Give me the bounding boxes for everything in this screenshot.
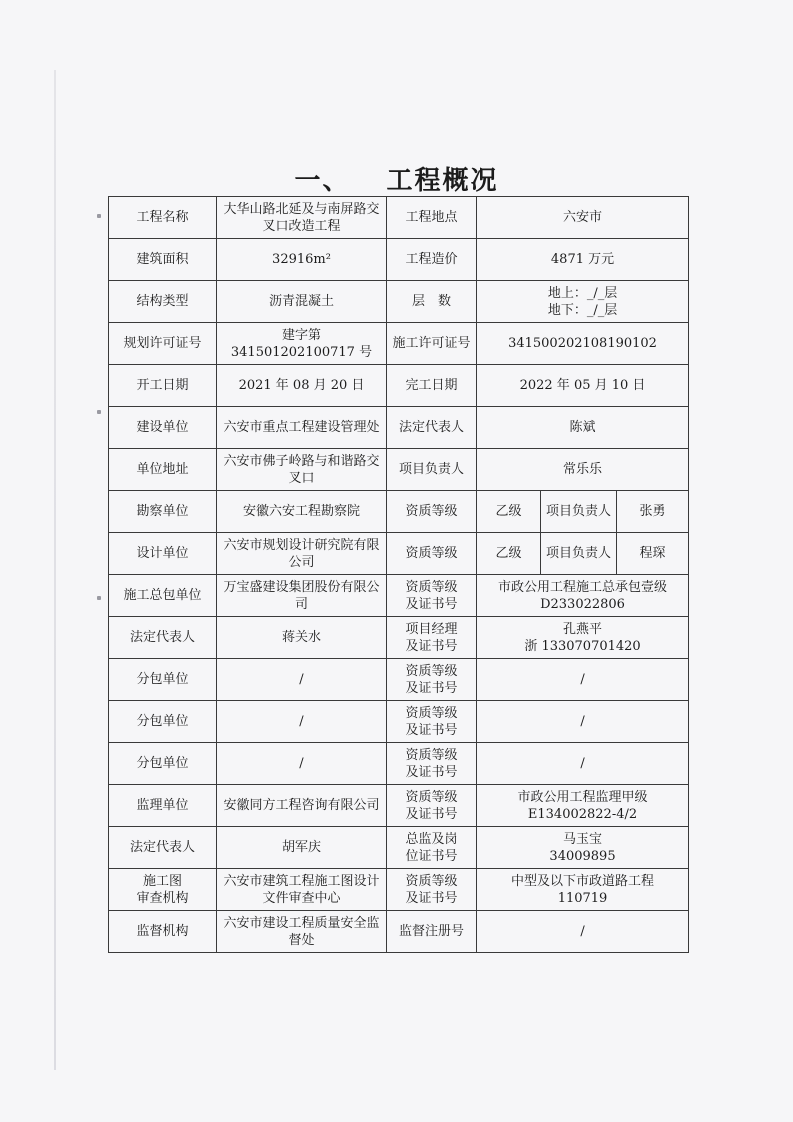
field-label: 资质等级 [387,533,477,575]
project-manager-value: 孔燕平 浙 133070701420 [477,617,689,659]
survey-unit-value: 安徽六安工程勘察院 [217,491,387,533]
qualification-grade: 乙级 [477,533,541,575]
design-unit-value: 六安市规划设计研究院有限公司 [217,533,387,575]
table-row [109,701,689,743]
survey-manager-value: 张勇 [617,491,689,533]
field-label: 分包单位 [109,659,217,701]
supervisory-agency-value: 六安市建设工程质量安全监督处 [217,911,387,953]
field-label: 施工总包单位 [109,575,217,617]
field-label: 法定代表人 [109,617,217,659]
title-number: 一、 [294,166,351,196]
field-label: 建筑面积 [109,239,217,281]
building-area-value: 32916m² [217,239,387,281]
builder-unit-value: 六安市重点工程建设管理处 [217,407,387,449]
table-row [109,743,689,785]
table-row [109,911,689,953]
field-label: 工程地点 [387,197,477,239]
field-label: 工程名称 [109,197,217,239]
contractor-qualification-value: 市政公用工程施工总承包壹级 D233022806 [477,575,689,617]
field-label: 建设单位 [109,407,217,449]
floors-below: 地下：_/_层 [547,302,618,318]
project-name-value: 大华山路北延及与南屏路交叉口改造工程 [217,197,387,239]
table-row [109,785,689,827]
subcontractor-value: / [217,743,387,785]
table-row [109,239,689,281]
field-label: 结构类型 [109,281,217,323]
general-contractor-value: 万宝盛建设集团股份有限公司 [217,575,387,617]
table-row [109,533,689,575]
table-row [109,449,689,491]
field-label: 工程造价 [387,239,477,281]
contractor-legal-rep-value: 蒋关水 [217,617,387,659]
field-label: 施工图 审查机构 [109,869,217,911]
floors-above: 地上：_/_层 [547,285,618,301]
table-row [109,281,689,323]
field-label: 资质等级 及证书号 [387,575,477,617]
field-label: 法定代表人 [109,827,217,869]
drawing-review-agency-value: 六安市建筑工程施工图设计文件审查中心 [217,869,387,911]
project-leader-value: 常乐乐 [477,449,689,491]
chief-supervisor-value: 马玉宝 34009895 [477,827,689,869]
supervision-qualification-value: 市政公用工程监理甲级 E134002822-4/2 [477,785,689,827]
field-label: 监督注册号 [387,911,477,953]
field-label: 单位地址 [109,449,217,491]
table-row [109,869,689,911]
field-label: 分包单位 [109,743,217,785]
table-row [109,323,689,365]
field-label: 层 数 [387,281,477,323]
field-label: 完工日期 [387,365,477,407]
project-overview-table [108,196,689,953]
table-row [109,365,689,407]
project-cost-value: 4871 万元 [477,239,689,281]
table-row [109,617,689,659]
field-label: 监督机构 [109,911,217,953]
floors-value [477,281,689,323]
scan-speck [97,596,101,600]
field-label: 资质等级 及证书号 [387,659,477,701]
legal-rep-value: 陈斌 [477,407,689,449]
supervision-legal-rep-value: 胡军庆 [217,827,387,869]
field-label: 项目负责人 [541,533,617,575]
table-row [109,827,689,869]
field-label: 项目经理 及证书号 [387,617,477,659]
start-date-value: 2021 年 08 月 20 日 [217,365,387,407]
design-manager-value: 程琛 [617,533,689,575]
field-label: 资质等级 及证书号 [387,869,477,911]
field-label: 项目负责人 [387,449,477,491]
table-row [109,659,689,701]
table-row [109,491,689,533]
completion-date-value: 2022 年 05 月 10 日 [477,365,689,407]
field-label: 资质等级 及证书号 [387,743,477,785]
table-row [109,575,689,617]
page-title [0,160,793,197]
title-text: 工程概况 [386,166,499,196]
subcontractor-qualification-value: / [477,659,689,701]
field-label: 资质等级 及证书号 [387,701,477,743]
subcontractor-qualification-value: / [477,743,689,785]
table-row [109,197,689,239]
scan-speck [97,214,101,218]
field-label: 设计单位 [109,533,217,575]
table-row [109,407,689,449]
field-label: 项目负责人 [541,491,617,533]
planning-permit-value: 建字第 341501202100717 号 [217,323,387,365]
project-location-value: 六安市 [477,197,689,239]
field-label: 资质等级 [387,491,477,533]
field-label: 分包单位 [109,701,217,743]
field-label: 规划许可证号 [109,323,217,365]
unit-address-value: 六安市佛子岭路与和谐路交叉口 [217,449,387,491]
field-label: 资质等级 及证书号 [387,785,477,827]
field-label: 监理单位 [109,785,217,827]
field-label: 法定代表人 [387,407,477,449]
field-label: 总监及岗 位证书号 [387,827,477,869]
field-label: 勘察单位 [109,491,217,533]
subcontractor-value: / [217,659,387,701]
registration-number-value: / [477,911,689,953]
supervision-unit-value: 安徽同方工程咨询有限公司 [217,785,387,827]
scan-speck [97,410,101,414]
field-label: 施工许可证号 [387,323,477,365]
structure-type-value: 沥青混凝土 [217,281,387,323]
qualification-grade: 乙级 [477,491,541,533]
scan-edge [54,70,56,1070]
review-qualification-value: 中型及以下市政道路工程 110719 [477,869,689,911]
field-label: 开工日期 [109,365,217,407]
construction-permit-value: 341500202108190102 [477,323,689,365]
subcontractor-value: / [217,701,387,743]
subcontractor-qualification-value: / [477,701,689,743]
